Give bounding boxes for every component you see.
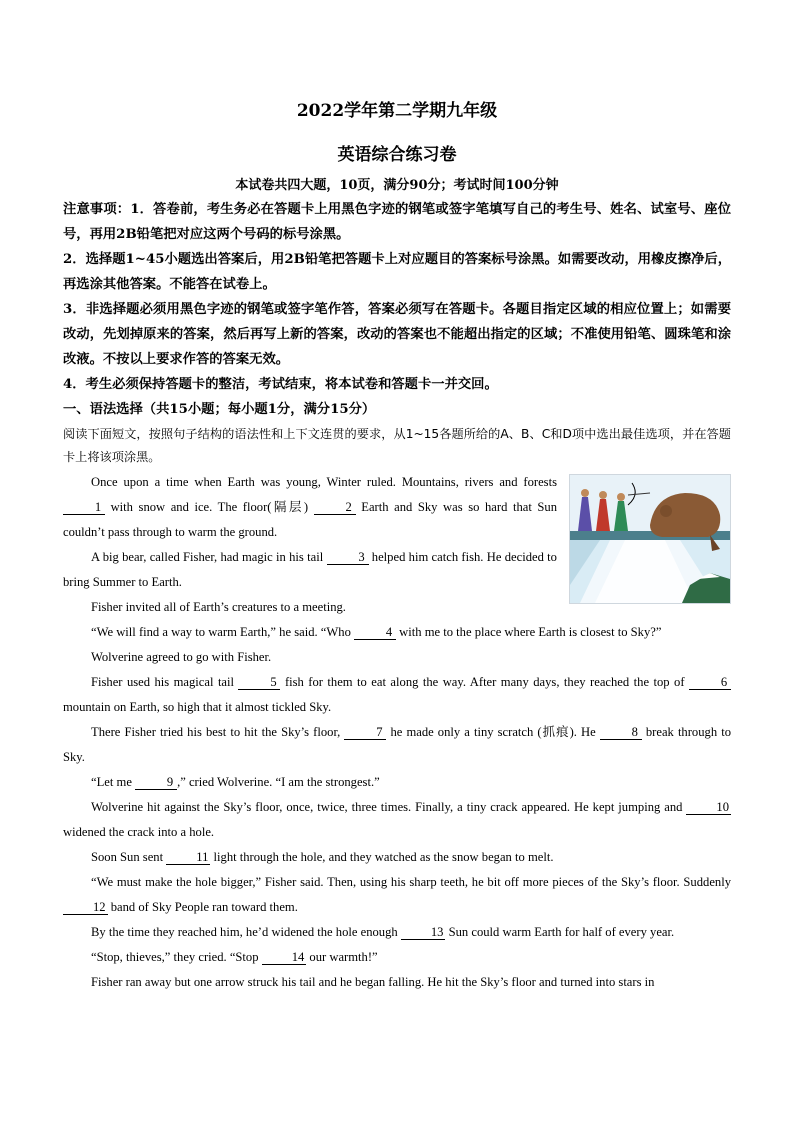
passage-text: Earth and Sky was so hard that Sun couldn’t pass through to warm the ground. [63,500,557,539]
passage-paragraph [63,945,731,970]
passage-text: “Stop, thieves,” they cried. “Stop [91,950,262,964]
note-2: 2．选择题1~45小题选出答案后，用2B铅笔把答题卡上对应题目的答案标号涂黑。如需要改动，用橡皮擦净后，再选涂其他答案。不能答在试卷上。 [63,252,731,292]
passage-text: Wolverine hit against the Sky’s floor, once, twice, three times. Finally, a tiny crack appeared. He kept jumping and [91,800,687,814]
passage-paragraph [63,620,731,645]
passage-text: fish for them to eat along the way. After many days, they reached the top of [280,675,689,689]
passage-text: Soon Sun sent [91,850,167,864]
blank-10: 10 [686,801,731,815]
section-instruction: 阅读下面短文，按照句子结构的语法性和上下文连贯的要求，从1~15各题所给的A、B、C和D项中选出最佳选项，并在答题卡上将该项涂黑。 [63,427,731,464]
blank-12: 12 [63,901,108,915]
blank-2: 2 [314,501,356,515]
passage-text: “We will find a way to warm Earth,” he said. “Who [91,625,355,639]
passage-text: widened the crack into a hole. [63,825,215,839]
passage-text: our warmth!” [306,950,378,964]
passage-paragraph: Fisher ran away but one arrow struck his tail and he began falling. He hit the Sky’s floor and turned into stars in [91,975,655,989]
passage-text: There Fisher tried his best to hit the Sky’s floor, [91,725,345,739]
passage-paragraph [63,470,557,545]
passage-text: light through the hole, and they watched as the snow began to melt. [210,850,554,864]
note-3: 3．非选择题必须用黑色字迹的钢笔或签字笔作答，答案必须写在答题卡。各题目指定区域的相应位置上；如需要改动，先划掉原来的答案，然后再写上新的答案，改动的答案也不能超出指定的区域；不准使用铅笔、圆珠笔和涂改液。不按以上要求作答的答案无效。 [63,302,731,367]
passage-text: “We must make the hole bigger,” Fisher said. Then, using his sharp teeth, he bit off more pieces of the Sky’s floor. Suddenly [91,875,731,889]
passage-text: Once upon a time when Earth was young, Winter ruled. Mountains, rivers and forests [91,475,557,489]
passage-paragraph [63,545,557,595]
passage-text: mountain on Earth, so high that it almost tickled Sky. [63,700,332,714]
cloze-passage [63,470,731,995]
passage-text: “Let me [91,775,136,789]
blank-14: 14 [262,951,307,965]
note-4: 4．考生必须保持答题卡的整洁，考试结束，将本试卷和答题卡一并交回。 [63,377,498,392]
passage-paragraph [63,920,731,945]
passage-text: with snow and ice. The floor(隔层) [105,500,314,514]
passage-text: A big bear, called Fisher, had magic in his tail [91,550,327,564]
blank-3: 3 [327,551,369,565]
passage-text: band of Sky People ran toward them. [107,900,298,914]
passage-paragraph [63,795,731,845]
passage-paragraph [63,770,731,795]
blank-8: 8 [600,726,642,740]
exam-notes [63,197,731,397]
passage-text: ,” cried Wolverine. “I am the strongest.” [177,775,380,789]
blank-6: 6 [689,676,731,690]
exam-title-line1: 2022学年第二学期九年级 [296,101,498,121]
blank-13: 13 [401,926,446,940]
blank-1: 1 [63,501,105,515]
passage-text: By the time they reached him, he’d widened the hole enough [91,925,401,939]
passage-text: Fisher used his magical tail [91,675,239,689]
passage-paragraph [63,845,731,870]
blank-9: 9 [135,776,177,790]
blank-7: 7 [344,726,386,740]
note-1: 注意事项：1．答卷前，考生务必在答题卡上用黑色字迹的钢笔或签字笔填写自己的考生号、姓名、试室号、座位号，再用2B铅笔把对应这两个号码的标号涂黑。 [63,202,731,242]
section-heading: 一、语法选择（共15小题；每小题1分，满分15分） [63,402,376,417]
passage-text: break through to Sky. [63,725,731,764]
passage-text: he made only a tiny scratch (抓痕). He [386,725,600,739]
passage-paragraph [63,670,731,720]
passage-text: Sun could warm Earth for half of every year. [445,925,675,939]
passage-paragraph: Wolverine agreed to go with Fisher. [91,650,272,664]
blank-5: 5 [238,676,280,690]
exam-subtitle: 本试卷共四大题，10页，满分90分；考试时间100分钟 [235,178,559,193]
passage-text: with me to the place where Earth is closest to Sky?” [396,625,662,639]
blank-11: 11 [166,851,210,865]
passage-paragraph: Fisher invited all of Earth’s creatures to a meeting. [91,600,346,614]
blank-4: 4 [354,626,396,640]
passage-paragraph [63,720,731,770]
passage-text: helped him catch fish. He decided to bring Summer to Earth. [63,550,557,589]
exam-title-line2: 英语综合练习卷 [337,145,457,165]
passage-paragraph [63,870,731,920]
